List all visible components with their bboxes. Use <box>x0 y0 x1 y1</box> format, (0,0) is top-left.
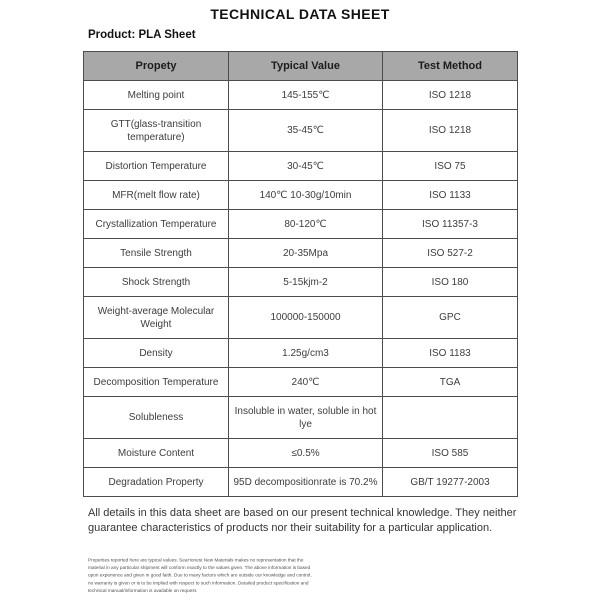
table-header-row <box>84 52 518 81</box>
property-cell: Melting point <box>84 81 229 110</box>
property-cell: GTT(glass-transition temperature) <box>84 110 229 152</box>
table-row <box>84 110 518 152</box>
test-method-cell <box>383 397 518 439</box>
property-cell: Moisture Content <box>84 439 229 468</box>
property-cell: Distortion Temperature <box>84 152 229 181</box>
column-header: Typical Value <box>229 52 383 81</box>
table-row <box>84 397 518 439</box>
typical-value-cell: 95D decompositionrate is 70.2% <box>229 468 383 497</box>
test-method-cell: ISO 11357-3 <box>383 210 518 239</box>
typical-value-cell: 145-155℃ <box>229 81 383 110</box>
typical-value-cell: 5-15kjm-2 <box>229 268 383 297</box>
typical-value-cell: 35-45℃ <box>229 110 383 152</box>
typical-value-cell: ≤0.5% <box>229 439 383 468</box>
table-row <box>84 268 518 297</box>
test-method-cell: ISO 527-2 <box>383 239 518 268</box>
table-row <box>84 297 518 339</box>
test-method-cell: ISO 1218 <box>383 81 518 110</box>
typical-value-cell: 20-35Mpa <box>229 239 383 268</box>
table-row <box>84 468 518 497</box>
typical-value-cell: 80-120℃ <box>229 210 383 239</box>
test-method-cell: ISO 75 <box>383 152 518 181</box>
column-header: Test Method <box>383 52 518 81</box>
table-row <box>84 368 518 397</box>
table-row <box>84 152 518 181</box>
typical-value-cell: 1.25g/cm3 <box>229 339 383 368</box>
property-cell: Density <box>84 339 229 368</box>
typical-value-cell: 240℃ <box>229 368 383 397</box>
typical-value-cell: 140℃ 10-30g/10min <box>229 181 383 210</box>
test-method-cell: ISO 1183 <box>383 339 518 368</box>
property-cell: Tensile Strength <box>84 239 229 268</box>
typical-value-cell: 100000-150000 <box>229 297 383 339</box>
properties-table <box>83 51 518 497</box>
table-row <box>84 439 518 468</box>
table-row <box>84 81 518 110</box>
property-cell: Shock Strength <box>84 268 229 297</box>
property-cell: Crystallization Temperature <box>84 210 229 239</box>
column-header: Propety <box>84 52 229 81</box>
test-method-cell: GB/T 19277-2003 <box>383 468 518 497</box>
product-label: Product: PLA Sheet <box>88 29 196 41</box>
property-cell: Decomposition Temperature <box>84 368 229 397</box>
fine-print-text: Properties reported here are typical values. SeaHonest New Materials makes no representation that the material in any particular shipment will conform exactly to the values given. The above information is based upon experience and given in good faith. Due to many factors which are outside our knowledge and control, no warranty is given or is to be implied with respect to such information. Detailed product specification and technical manual/information is available on request. <box>88 557 312 594</box>
typical-value-cell: 30-45℃ <box>229 152 383 181</box>
test-method-cell: ISO 585 <box>383 439 518 468</box>
property-cell: MFR(melt flow rate) <box>84 181 229 210</box>
table-row <box>84 181 518 210</box>
table-row <box>84 339 518 368</box>
test-method-cell: TGA <box>383 368 518 397</box>
test-method-cell: ISO 1218 <box>383 110 518 152</box>
property-cell: Weight-average Molecular Weight <box>84 297 229 339</box>
test-method-cell: GPC <box>383 297 518 339</box>
test-method-cell: ISO 180 <box>383 268 518 297</box>
disclaimer-text: All details in this data sheet are based on our present technical knowledge. They neither guarantee characteristics of products nor their suitability for a particular application. <box>88 507 517 534</box>
property-cell: Degradation Property <box>84 468 229 497</box>
table-row <box>84 210 518 239</box>
page-title: TECHNICAL DATA SHEET <box>210 6 390 22</box>
test-method-cell: ISO 1133 <box>383 181 518 210</box>
table-row <box>84 239 518 268</box>
typical-value-cell: Insoluble in water, soluble in hot lye <box>229 397 383 439</box>
property-cell: Solubleness <box>84 397 229 439</box>
